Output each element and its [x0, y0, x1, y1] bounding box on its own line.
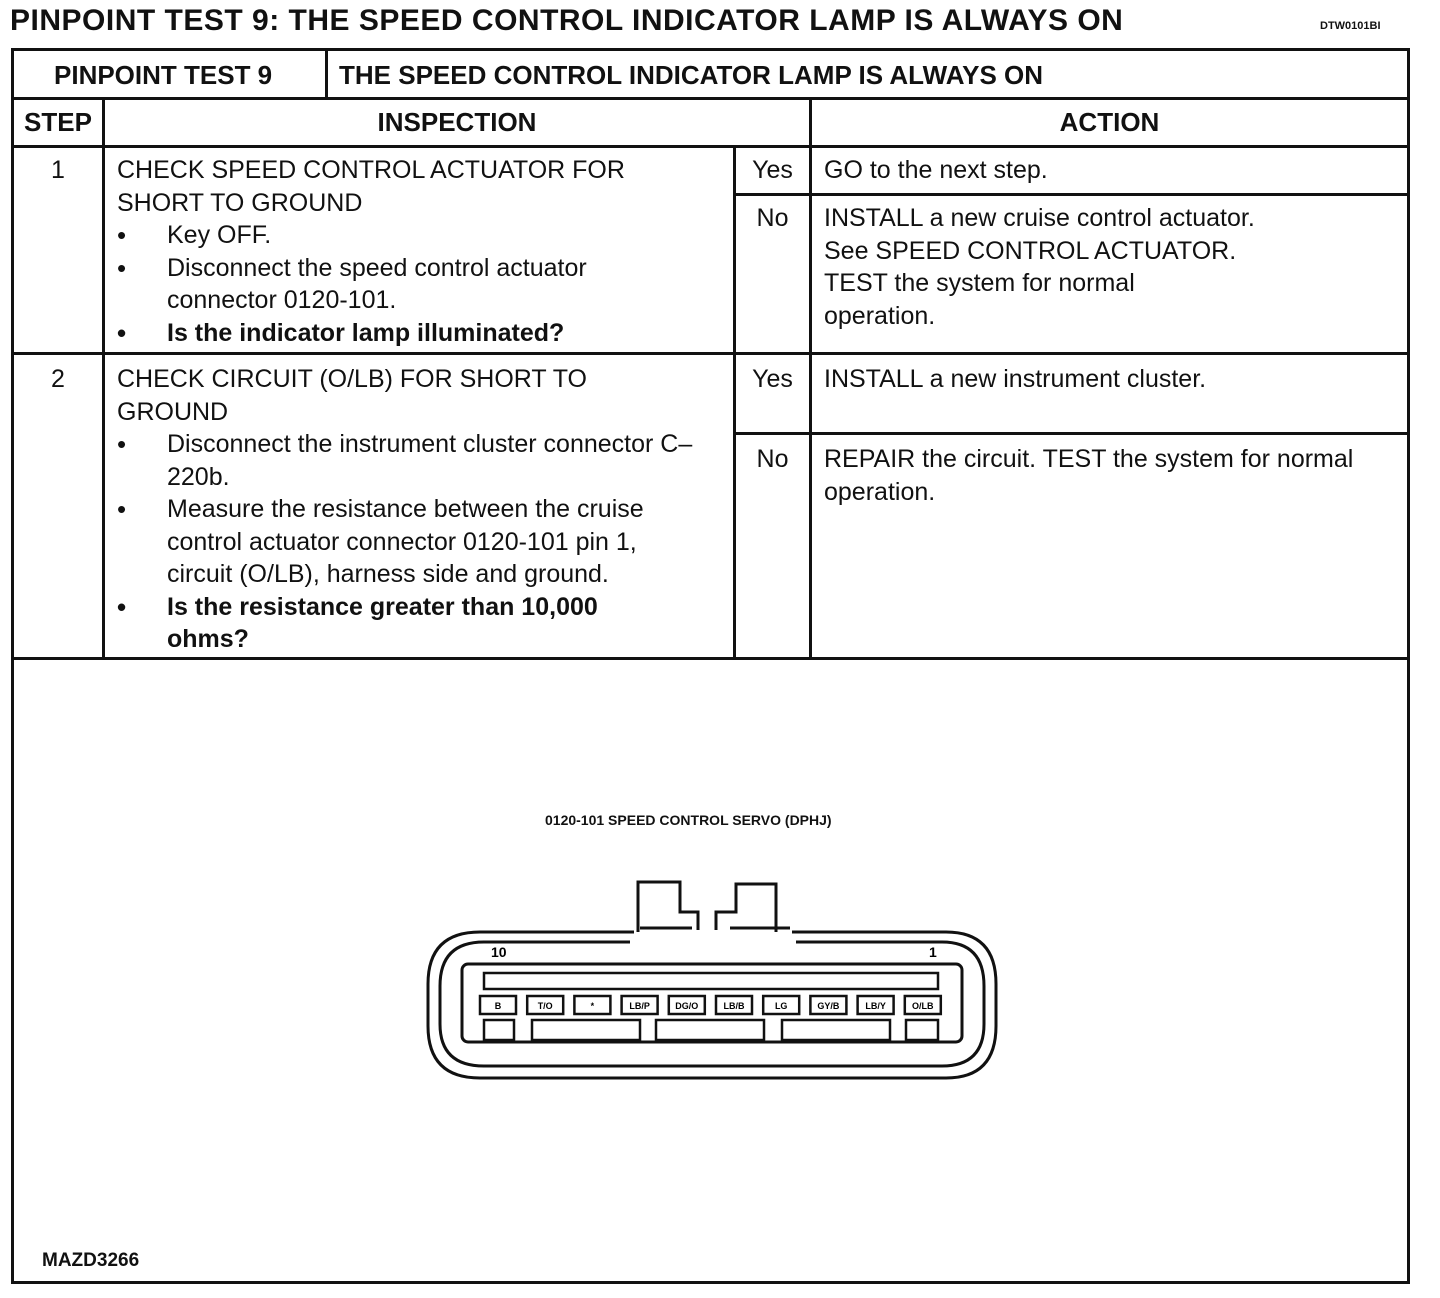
- yes-action: GO to the next step.: [824, 156, 1048, 184]
- document-code: DTW0101BI: [1320, 20, 1381, 32]
- connector-latch-left: [638, 882, 698, 932]
- pin-label: DG/O: [675, 1001, 699, 1011]
- no-label: No: [756, 204, 789, 232]
- connector-shell-inner: [440, 942, 984, 1066]
- yes-label: Yes: [752, 365, 793, 393]
- pin-label: LB/B: [723, 1001, 745, 1011]
- no-action: REPAIR the circuit. TEST the system for normal operation.: [824, 445, 1354, 506]
- connector-key: [906, 1020, 938, 1040]
- step-question: • Is the resistance greater than 10,000 ohms?: [117, 591, 667, 656]
- test-title: THE SPEED CONTROL INDICATOR LAMP IS ALWAYS ON: [339, 60, 1044, 90]
- step-title: CHECK SPEED CONTROL ACTUATOR FOR SHORT TO GROUND: [117, 156, 625, 217]
- pin-number-right: 1: [929, 944, 937, 960]
- bullet-item: • Disconnect the instrument cluster connector C–220b.: [117, 428, 722, 493]
- connector-key: [532, 1020, 640, 1040]
- step-question: • Is the indicator lamp illuminated?: [117, 317, 717, 350]
- pin-label: LB/P: [629, 1001, 650, 1011]
- yes-action: INSTALL a new instrument cluster.: [824, 365, 1207, 393]
- bullet-item: • Key OFF.: [117, 219, 717, 252]
- bullet-item: • Measure the resistance between the cruise control actuator connector 0120-101 pin 1, circuit (O/LB), harness side and ground.: [117, 493, 707, 591]
- step-column-header: STEP: [24, 107, 92, 137]
- no-action-line: INSTALL a new cruise control actuator.: [824, 204, 1255, 232]
- step-title: CHECK CIRCUIT (O/LB) FOR SHORT TO GROUND: [117, 365, 587, 426]
- pin-label: O/LB: [912, 1001, 934, 1011]
- pin-label: *: [590, 1001, 595, 1011]
- connector-top-bar: [484, 973, 938, 989]
- step-number: 1: [51, 156, 65, 184]
- no-action-line: operation.: [824, 301, 936, 330]
- pin-label: GY/B: [817, 1001, 840, 1011]
- pin-number-left: 10: [491, 944, 507, 960]
- connector-key: [782, 1020, 890, 1040]
- no-action-line: TEST the system for normal: [824, 269, 1135, 297]
- pin-label: LB/Y: [865, 1001, 886, 1011]
- action-column-header: ACTION: [1059, 107, 1160, 137]
- yes-label: Yes: [752, 156, 793, 184]
- connector-shell-outer: [428, 932, 996, 1078]
- no-label: No: [756, 445, 789, 473]
- no-action-line: See SPEED CONTROL ACTUATOR.: [824, 236, 1237, 265]
- connector-latch-right: [716, 884, 776, 932]
- pin-label: T/O: [537, 1001, 553, 1011]
- figure-id: MAZD3266: [42, 1250, 140, 1271]
- bullet-item: • Disconnect the speed control actuator connector 0120-101.: [117, 252, 647, 317]
- inspection-column-header: INSPECTION: [377, 107, 537, 137]
- pin-label: B: [494, 1001, 502, 1011]
- diagram-title: 0120-101 SPEED CONTROL SERVO (DPHJ): [545, 812, 832, 828]
- pin-label: LG: [774, 1001, 788, 1011]
- test-label: PINPOINT TEST 9: [54, 60, 273, 90]
- connector-key: [656, 1020, 764, 1040]
- step-number: 2: [51, 365, 65, 393]
- connector-key: [484, 1020, 514, 1040]
- page-title: PINPOINT TEST 9: THE SPEED CONTROL INDICATOR LAMP IS ALWAYS ON: [10, 4, 1124, 37]
